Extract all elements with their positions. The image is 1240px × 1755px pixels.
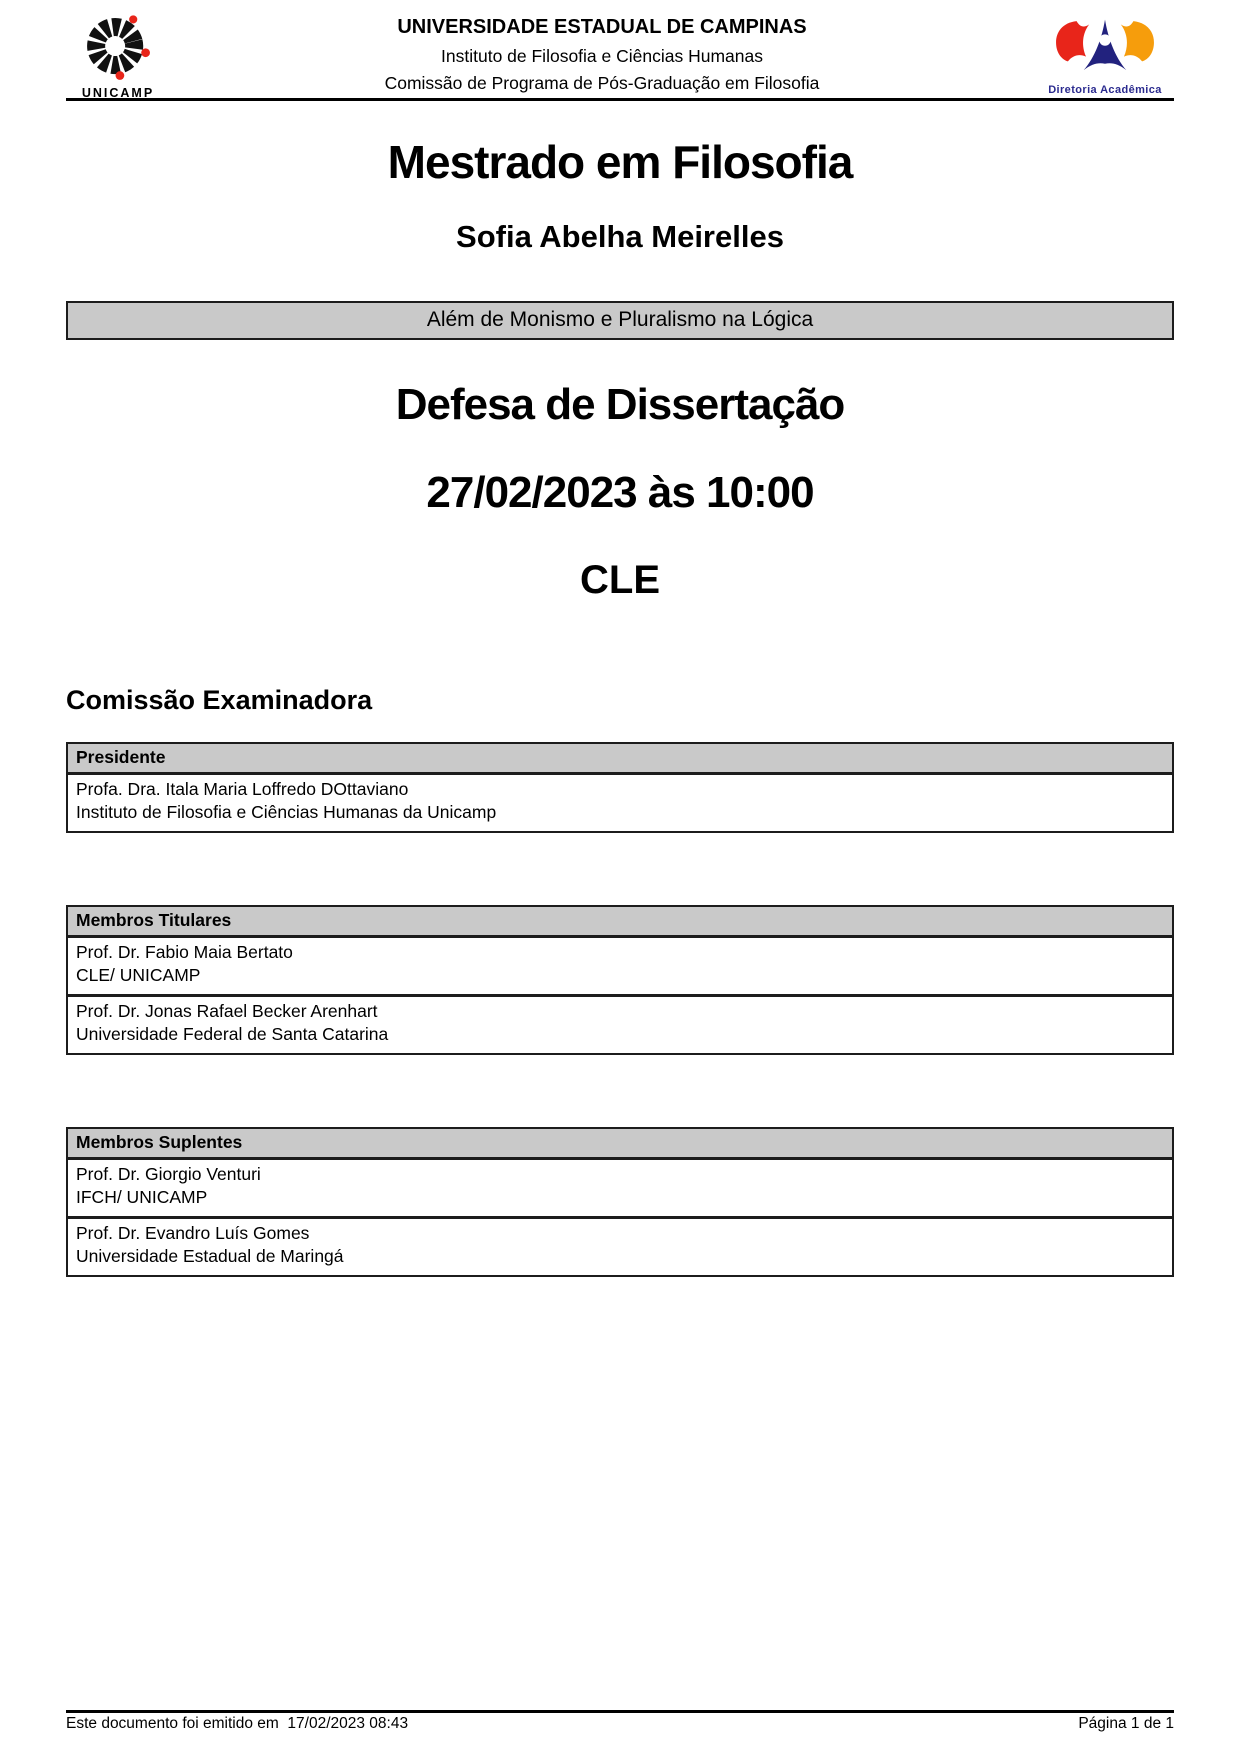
member-name: Prof. Dr. Fabio Maia Bertato	[76, 942, 293, 962]
committee-heading: Comissão Examinadora	[66, 685, 373, 715]
footer-page-number: Página 1 de 1	[1078, 1715, 1174, 1732]
dac-emblem-icon	[1046, 65, 1164, 82]
member-affiliation: CLE/ UNICAMP	[76, 965, 201, 985]
event-location: CLE	[580, 558, 660, 602]
member-affiliation: Instituto de Filosofia e Ciências Humanas da Unicamp	[76, 802, 497, 822]
table-row	[68, 997, 1172, 1053]
member-affiliation: Universidade Estadual de Maringá	[76, 1246, 344, 1266]
document-footer	[66, 1710, 1174, 1733]
institute-name: Instituto de Filosofia e Ciências Humanas	[441, 46, 763, 66]
table-row	[68, 938, 1172, 997]
document-header	[0, 0, 1240, 100]
header-titles	[174, 8, 1030, 94]
thesis-title-box	[66, 301, 1174, 340]
thesis-title: Além de Monismo e Pluralismo na Lógica	[426, 308, 814, 331]
event-datetime: 27/02/2023 às 10:00	[426, 468, 814, 517]
committee-section-suplentes	[66, 1127, 1174, 1277]
table-row	[68, 775, 1172, 831]
committee-section-title: Membros Suplentes	[68, 1129, 1172, 1160]
dac-label: Diretoria Acadêmica	[1048, 84, 1162, 96]
table-row	[68, 1160, 1172, 1219]
program-title: Mestrado em Filosofia	[387, 136, 853, 188]
member-name: Prof. Dr. Giorgio Venturi	[76, 1164, 261, 1184]
member-name: Prof. Dr. Jonas Rafael Becker Arenhart	[76, 1001, 378, 1021]
dac-logo	[1030, 8, 1180, 96]
member-name: Profa. Dra. Itala Maria Loffredo DOttaviano	[76, 779, 409, 799]
unicamp-logo	[62, 8, 174, 100]
committee-section-title: Membros Titulares	[68, 907, 1172, 938]
unicamp-wordmark: UNICAMP	[81, 86, 155, 100]
committee-section-titulares	[66, 905, 1174, 1055]
committee-section-presidente	[66, 742, 1174, 833]
header-divider	[66, 98, 1174, 101]
member-affiliation: IFCH/ UNICAMP	[76, 1187, 208, 1207]
commission-name: Comissão de Programa de Pós-Graduação em Filosofia	[384, 73, 820, 93]
university-name: UNIVERSIDADE ESTADUAL DE CAMPINAS	[397, 16, 807, 38]
member-affiliation: Universidade Federal de Santa Catarina	[76, 1024, 389, 1044]
candidate-name: Sofia Abelha Meirelles	[456, 219, 784, 254]
member-name: Prof. Dr. Evandro Luís Gomes	[76, 1223, 310, 1243]
event-type: Defesa de Dissertação	[395, 380, 845, 429]
committee-section-title: Presidente	[68, 744, 1172, 775]
footer-issued-text: Este documento foi emitido em 17/02/2023 08:43	[66, 1715, 409, 1732]
table-row	[68, 1219, 1172, 1275]
